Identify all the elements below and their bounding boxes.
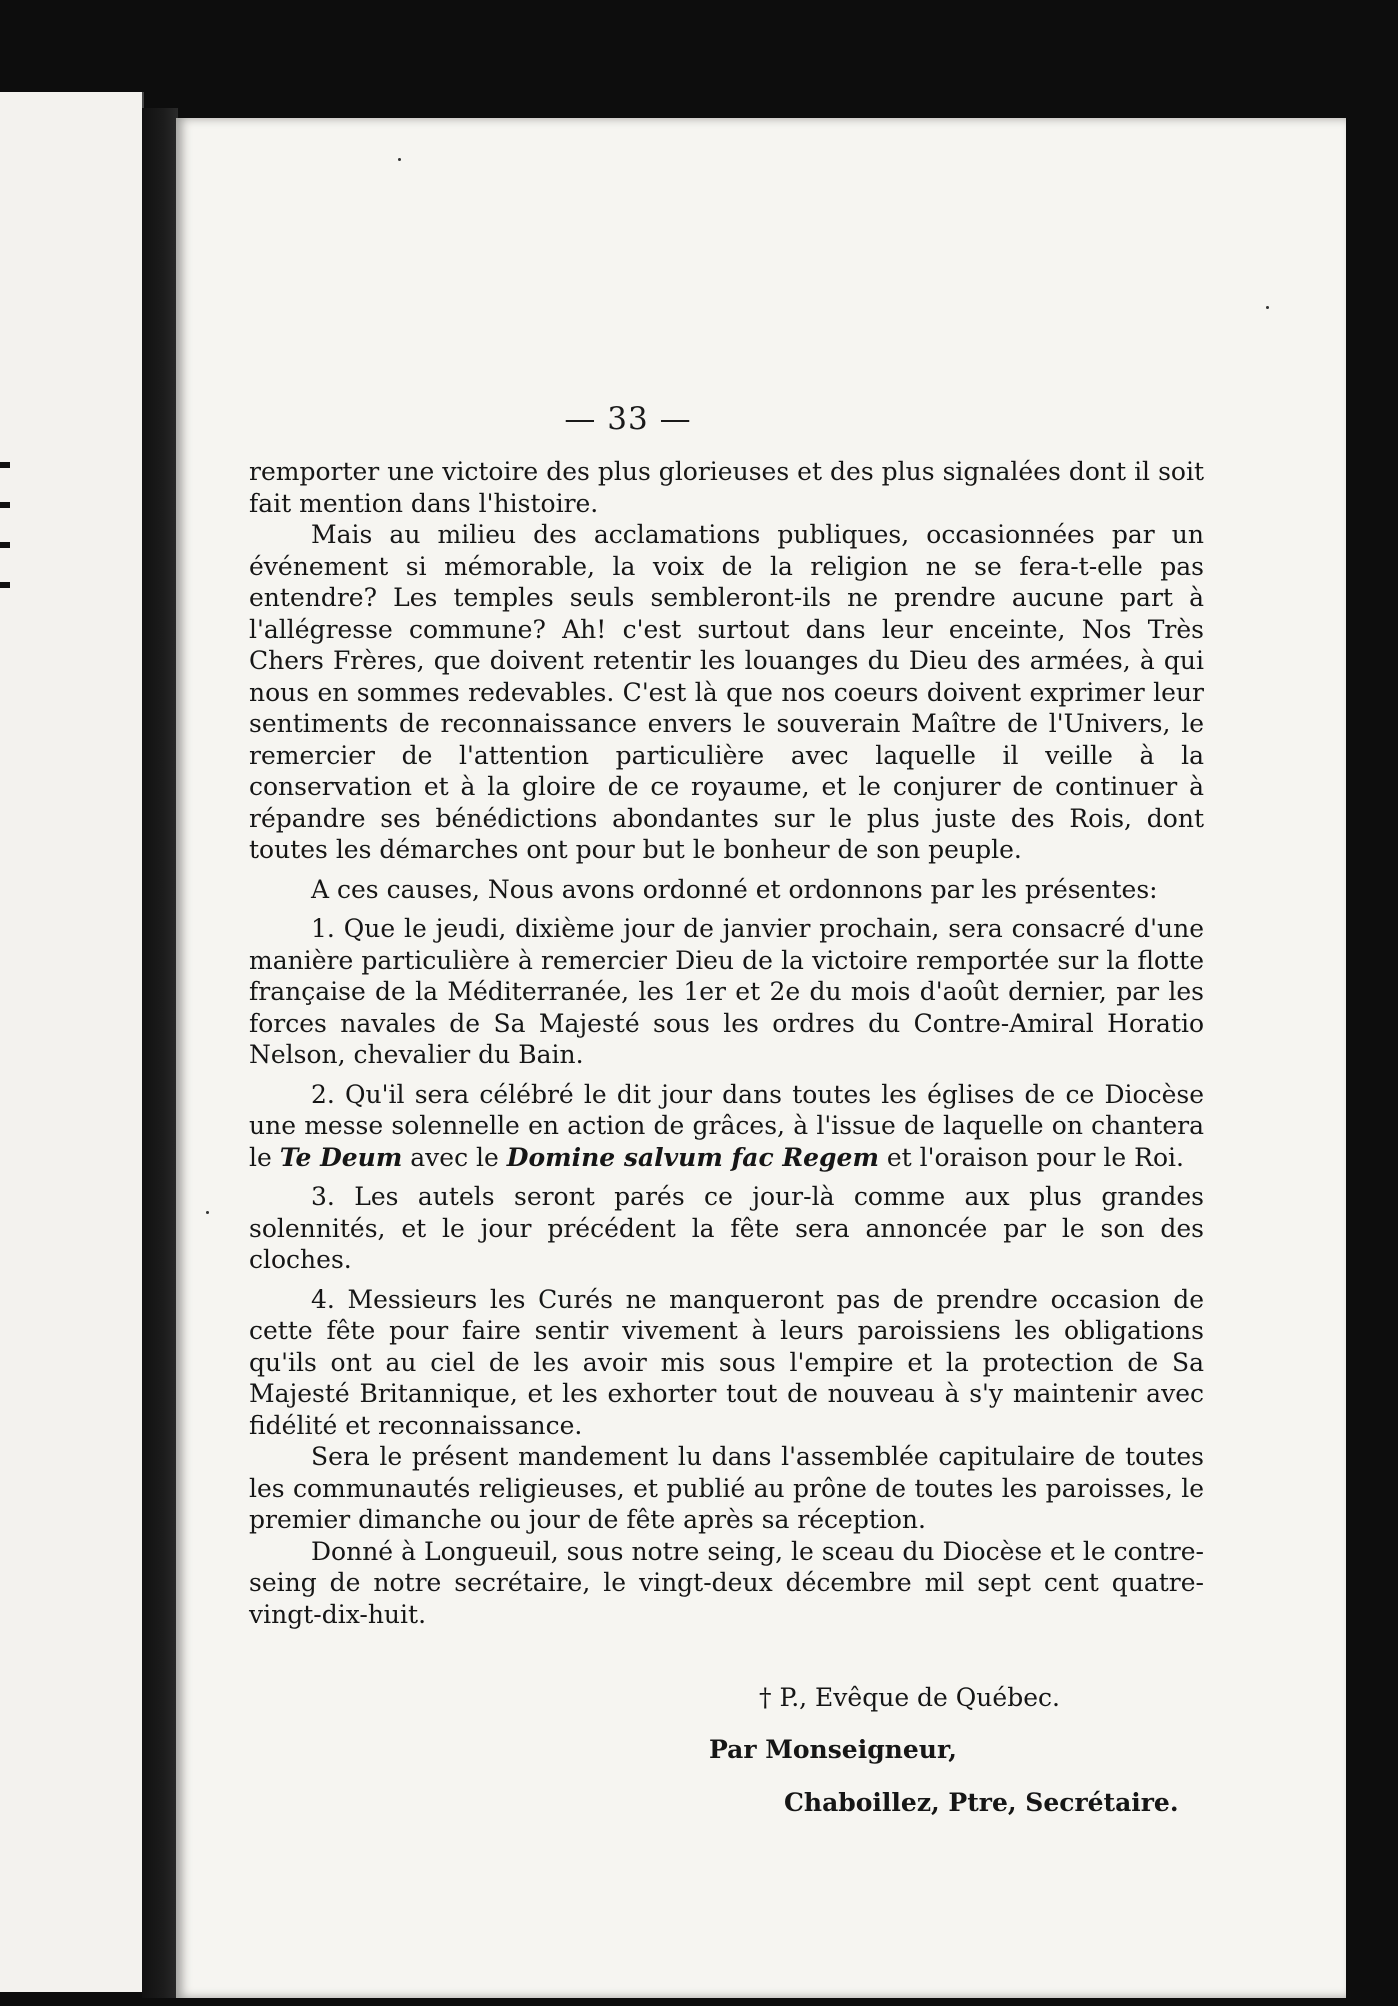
paragraph-continuation: remporter une victoire des plus glorieuses et des plus signalées dont il soit fait mention dans l'histoire. bbox=[249, 457, 1204, 518]
facing-page-marks bbox=[0, 462, 14, 622]
paragraph-given-at: Donné à Longueuil, sous notre seing, le sceau du Diocèse et le contre-seing de notre secrétaire, le vingt-deux décembre mil sept cent quatre-vingt-dix-huit. bbox=[249, 1536, 1204, 1629]
paragraph-acclamations: Mais au milieu des acclamations publiques, occasionnées par un événement si mémorable, la voix de la religion ne se fera-t-elle pas entendre? Les temples seuls sembleront-ils ne prendre aucune part à l'allégresse commune? Ah! c'est surtout dans leur enceinte, Nos Très Chers Frères, que doivent retentir les louanges du Dieu des armées, à qui nous en sommes redevables. C'est là que nos coeurs doivent exprimer leur sentiments de reconnaissance envers le souverain Maître de l'Univers, le remercier de l'attention particulière avec laquelle il veille à la conservation et à la gloire de ce royaume, et le conjurer de continuer à répandre ses bénédictions abondantes sur le plus juste des Rois, dont toutes les démarches ont pour but le bonheur de son peuple. bbox=[249, 520, 1204, 864]
scan-speck bbox=[398, 158, 401, 161]
domine-salvum-italic: Domine salvum fac Regem bbox=[506, 1142, 879, 1172]
article-2-text-after: et l'oraison pour le Roi. bbox=[878, 1142, 1184, 1172]
paragraph-reading-order: Sera le présent mandement lu dans l'assemblée capitulaire de toutes les communautés religieuses, et publié au prône de toutes les paroisses, le premier dimanche ou jour de fête après sa réception. bbox=[249, 1442, 1204, 1534]
scan-speck bbox=[1266, 306, 1269, 309]
signature-secretary: Chaboillez, Ptre, Secrétaire. bbox=[784, 1788, 1179, 1817]
facing-page-edge bbox=[0, 92, 144, 1992]
scan-speck bbox=[206, 1211, 209, 1214]
paragraph-article-4: 4. Messieurs les Curés ne manqueront pas de prendre occasion de cette fête pour faire sentir vivement à leurs paroissiens les obligations qu'ils ont au ciel de les avoir mis sous l'empire et la protection de Sa Majesté Britannique, et les exhorter tout de nouveau à s'y maintenir avec fidélité et reconnaissance. bbox=[249, 1284, 1204, 1440]
page-body-text bbox=[249, 456, 1204, 1630]
document-page bbox=[176, 118, 1346, 1998]
paragraph-a-ces-causes: A ces causes, Nous avons ordonné et ordonnons par les présentes: bbox=[311, 874, 1158, 904]
article-2-text-before: 2. Qu'il sera célébré le dit jour dans toutes les églises de ce Diocèse une messe solennelle en action de grâces, à l'issue de laquelle on chantera le bbox=[249, 1079, 1204, 1172]
te-deum-italic: Te Deum bbox=[279, 1142, 403, 1172]
signature-par-monseigneur: Par Monseigneur, bbox=[709, 1735, 957, 1764]
paragraph-article-1: 1. Que le jeudi, dixième jour de janvier prochain, sera consacré d'une manière particulière à remercier Dieu de la victoire remportée sur la flotte française de la Méditerranée, les 1er et 2e du mois d'août dernier, par les forces navales de Sa Majesté sous les ordres du Contre-Amiral Horatio Nelson, chevalier du Bain. bbox=[249, 914, 1204, 1069]
paragraph-article-3: 3. Les autels seront parés ce jour-là comme aux plus grandes solennités, et le jour précédent la fête sera annoncée par le son des cloches. bbox=[249, 1182, 1204, 1274]
paragraph-article-2 bbox=[249, 1079, 1204, 1174]
article-2-text-middle: avec le bbox=[402, 1142, 507, 1172]
page-number: — 33 — bbox=[564, 401, 692, 437]
book-gutter bbox=[142, 108, 178, 1998]
signature-bishop: † P., Evêque de Québec. bbox=[759, 1683, 1060, 1712]
